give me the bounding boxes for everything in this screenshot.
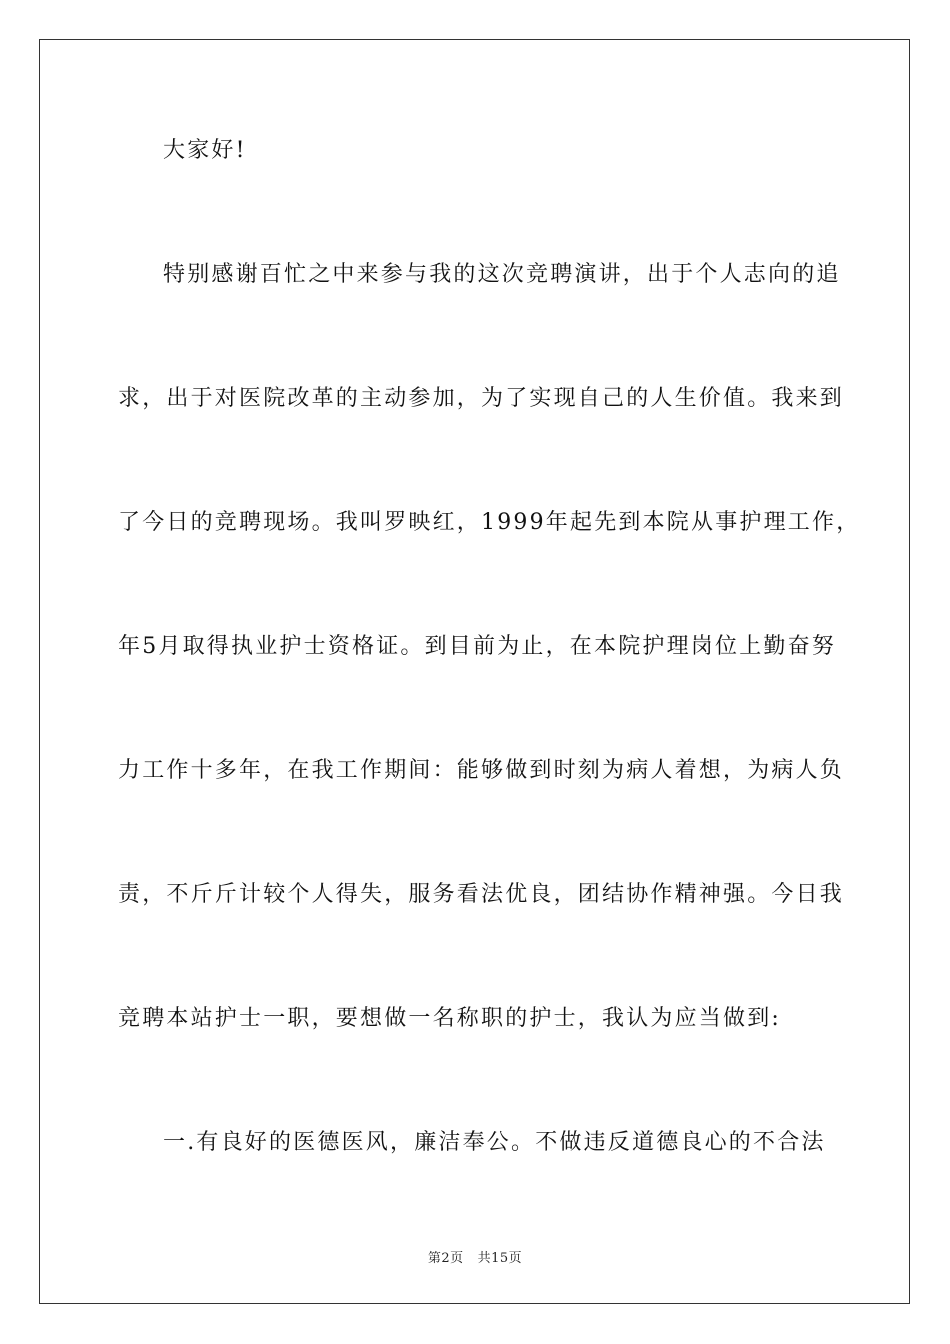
text-line-1: 特别感谢百忙之中来参与我的这次竞聘演讲，出于个人志向的追	[163, 262, 841, 287]
text-line-4: 年5月取得执业护士资格证。到目前为止，在本院护理岗位上勤奋努	[118, 634, 836, 659]
page-footer	[0, 1247, 950, 1266]
text-line-6: 责，不斤斤计较个人得失，服务看法优良，团结协作精神强。今日我	[118, 882, 845, 907]
greeting-line: 大家好!	[163, 138, 247, 163]
text-line-7: 竞聘本站护士一职，要想做一名称职的护士，我认为应当做到:	[118, 1006, 782, 1031]
page-frame	[39, 39, 910, 1304]
text-line-3: 了今日的竞聘现场。我叫罗映红，1999年起先到本院从事护理工作，	[118, 510, 861, 535]
text-line-8: 一.有良好的医德医风，廉洁奉公。不做违反道德良心的不合法	[163, 1130, 826, 1155]
text-line-2: 求，出于对医院改革的主动参加，为了实现自己的人生价值。我来到	[118, 386, 845, 411]
page-total: 共15页	[477, 1251, 523, 1266]
page-number: 第2页	[427, 1251, 464, 1266]
text-line-5: 力工作十多年，在我工作期间：能够做到时刻为病人着想，为病人负	[118, 758, 845, 783]
